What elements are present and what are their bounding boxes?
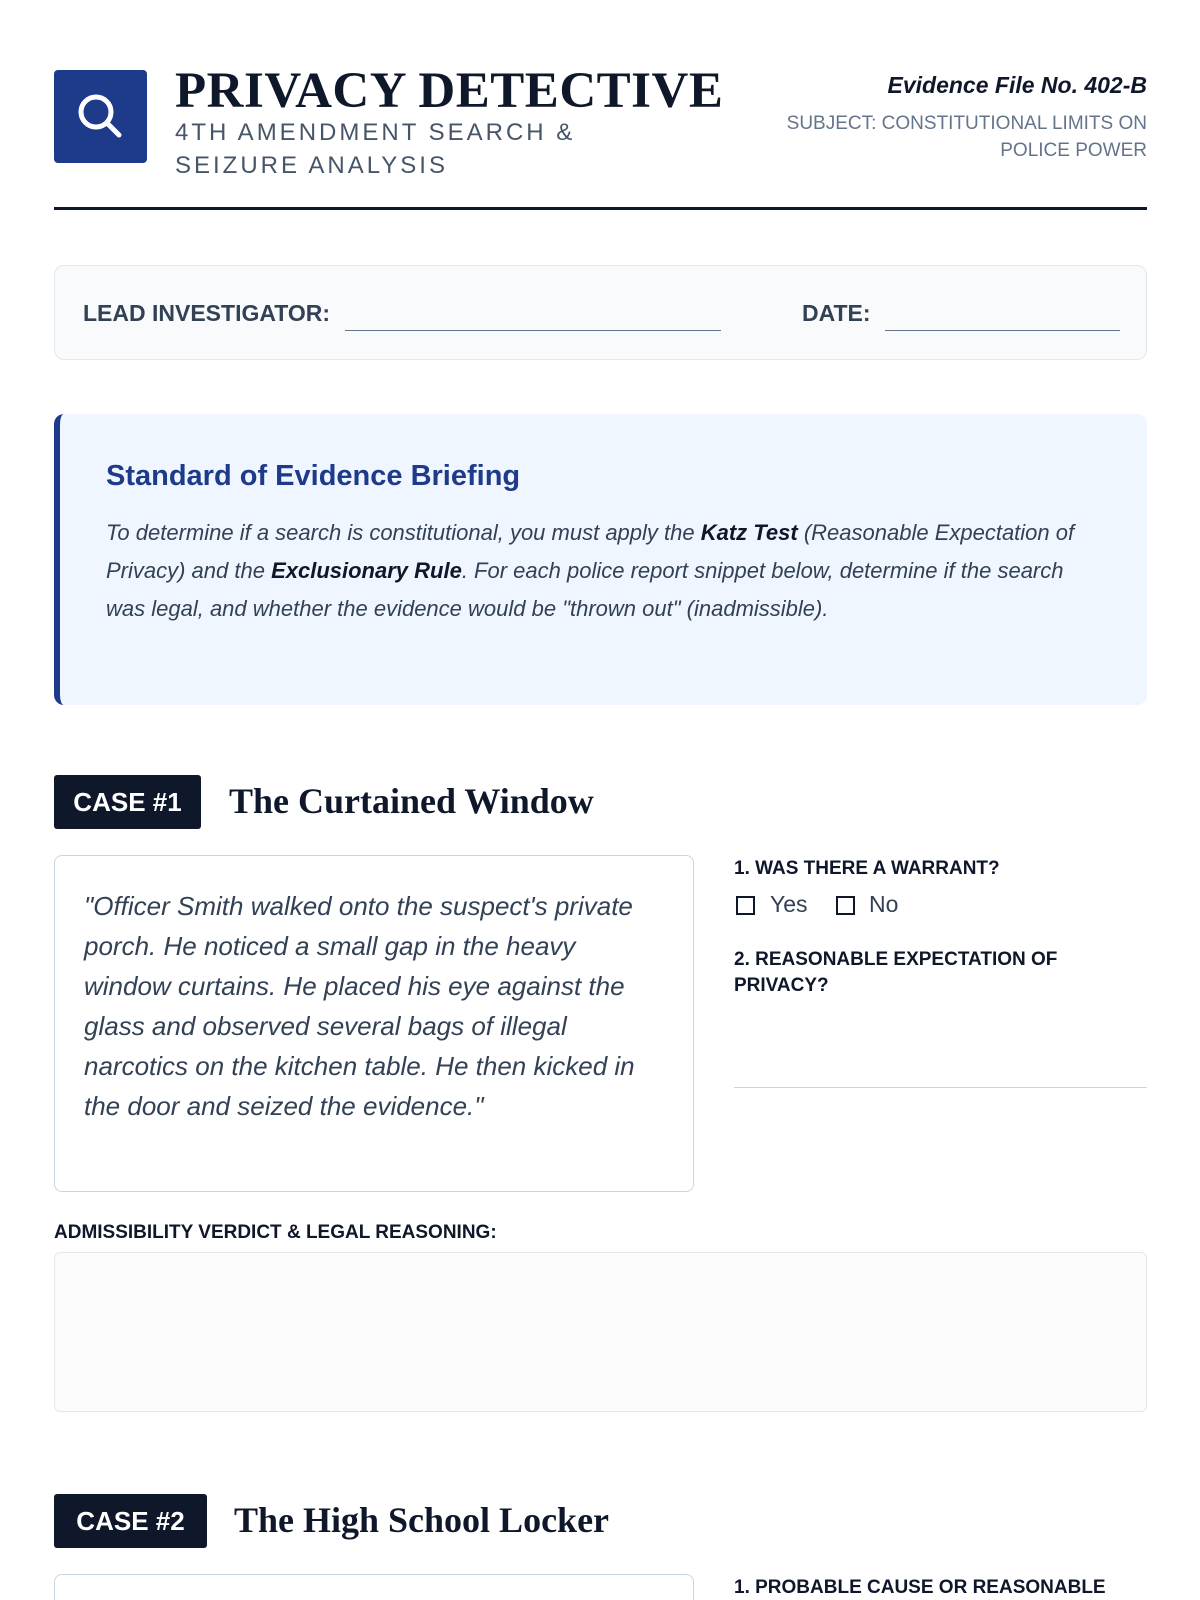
date-label: DATE: <box>802 300 871 326</box>
briefing-text-part: To determine if a search is constitutional, you must apply the <box>106 520 701 545</box>
briefing-text <box>106 514 1096 628</box>
briefing-text-part: . For each police report snippet below, determine if the search was legal, and whether the evidence would be "thrown out" (inadmissible). <box>106 558 1064 621</box>
document-header <box>54 62 1147 212</box>
investigator-info-box <box>54 265 1147 360</box>
police-report-text: "Officer Smith walked onto the suspect's private porch. He noticed a small gap in the heavy window curtains. He placed his eye against the glass and observed several bags of illegal narcotics on the kitchen table. He then kicked in the door and seized the evidence." <box>84 891 635 1121</box>
investigator-field[interactable] <box>345 330 721 331</box>
investigator-label: LEAD INVESTIGATOR: <box>83 300 331 326</box>
evidence-briefing <box>54 414 1147 705</box>
logo-badge <box>54 70 147 163</box>
warrant-question: 1. WAS THERE A WARRANT? <box>734 858 1000 879</box>
header-divider <box>54 207 1147 210</box>
warrant-yes-label: Yes <box>770 891 808 917</box>
exclusionary-rule-term: Exclusionary Rule <box>271 558 462 583</box>
case-title: The Curtained Window <box>229 781 594 821</box>
date-field[interactable] <box>885 330 1120 331</box>
privacy-question: 2. REASONABLE EXPECTATION OF PRIVACY? <box>734 949 1058 996</box>
warrant-yes-checkbox[interactable] <box>736 896 755 915</box>
police-report-box <box>54 1574 694 1600</box>
file-subject: SUBJECT: CONSTITUTIONAL LIMITS ON POLICE POWER <box>786 113 1147 161</box>
evidence-file-number: Evidence File No. 402-B <box>887 72 1147 98</box>
warrant-no-checkbox[interactable] <box>836 896 855 915</box>
briefing-text-part: (Reasonable Expectation of Privacy) and the <box>106 520 1075 583</box>
search-icon <box>74 90 127 143</box>
warrant-no-label: No <box>869 891 899 917</box>
case-badge: CASE #2 <box>54 1494 207 1548</box>
probable-cause-question: 1. PROBABLE CAUSE OR REASONABLE <box>734 1577 1106 1598</box>
privacy-answer-line[interactable] <box>734 1087 1147 1088</box>
verdict-label: ADMISSIBILITY VERDICT & LEGAL REASONING: <box>54 1222 497 1243</box>
page-title: PRIVACY DETECTIVE <box>175 63 724 119</box>
verdict-answer-area[interactable] <box>54 1252 1147 1412</box>
police-report-box <box>54 855 694 1192</box>
katz-test-term: Katz Test <box>700 520 798 545</box>
case-title: The High School Locker <box>234 1500 610 1540</box>
page-subtitle: 4TH AMENDMENT SEARCH & SEIZURE ANALYSIS <box>175 119 576 179</box>
briefing-title: Standard of Evidence Briefing <box>106 460 521 492</box>
case-badge: CASE #1 <box>54 775 201 829</box>
